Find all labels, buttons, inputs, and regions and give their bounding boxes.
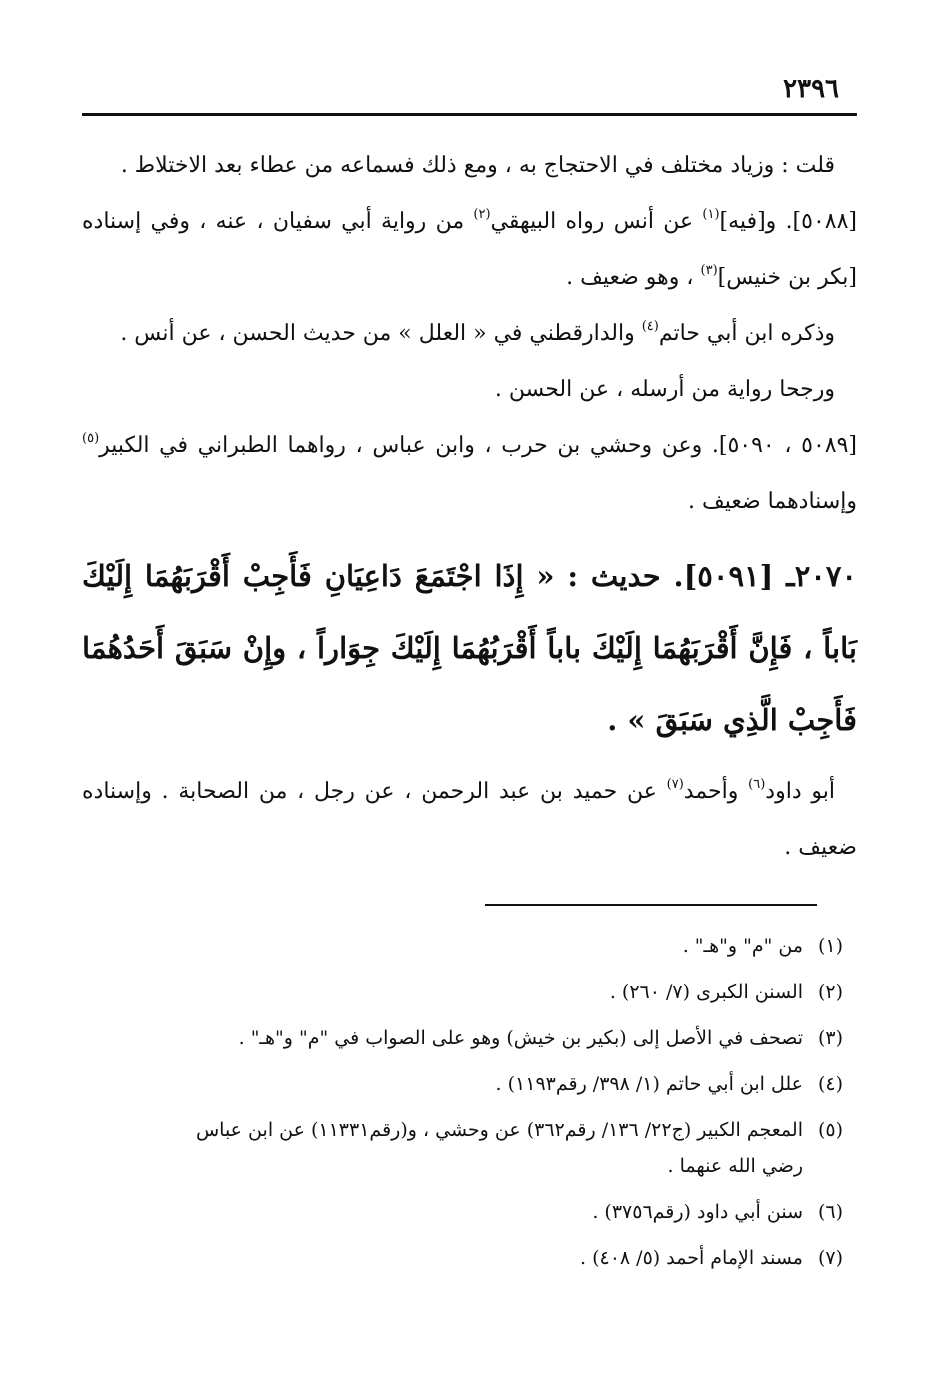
paragraph-ibn-abi-hatim [82,306,857,362]
paragraph-text: أبو داود [765,779,835,804]
footnote-ref-4[interactable]: (٤) [641,319,659,334]
footnote-number: (١) [817,935,843,957]
footnote-text: المعجم الكبير (ج٢٢/ ١٣٦/ رقم٣٦٢) عن وحشي ، و(رقم١١٣٣١) عن ابن عباس [195,1119,803,1141]
footnote-text-continuation: رضي الله عنهما . [667,1155,803,1177]
footnote-number: (٧) [817,1247,843,1269]
paragraph-text: وأحمد [683,779,749,804]
hadith-text: ٢٠٧٠ـ [٥٠٩١]. حديث : « إِذَا اجْتَمَعَ دَاعِيَانِ فَأَجِبْ أَقْرَبَهُمَا إِلَيْكَ بَاباً ، فَإِنَّ أَقْرَبَهُمَا إِلَيْكَ باباً أَقْرَبُهُمَا إِلَيْكَ جِوَاراً ، وإِنْ سَبَقَ أَحَدُهُمَا فَأَجِبْ الَّذِي سَبَقَ » . [82,559,857,737]
paragraph-5088 [82,194,857,306]
footnote-6 [82,1194,843,1230]
footnote-text: علل ابن أبي حاتم (١/ ٣٩٨/ رقم١١٩٣) . [495,1073,803,1095]
paragraph-text: قلت : وزياد مختلف في الاحتجاج به ، ومع ذلك فسماعه من عطاء بعد الاختلاط . [120,153,835,178]
paragraph-text: ، وهو ضعيف . [566,265,701,290]
footnote-ref-5[interactable]: (٥) [82,431,100,446]
footnote-number: (٥) [817,1119,843,1141]
footnote-ref-3[interactable]: (٣) [700,263,718,278]
footnote-text-block [82,1112,803,1184]
paragraph-text: ورجحا رواية من أرسله ، عن الحسن . [494,377,835,402]
page-body [82,138,857,876]
footnote-number: (٦) [817,1201,843,1223]
paragraph-text: [٥٠٨٨]. و[فيه] [719,209,858,234]
paragraph-text: عن أنس رواه البيهقي [490,209,703,234]
paragraph-ziyad-note [82,138,857,194]
header-rule [82,113,857,116]
hadith-2070 [82,540,857,756]
paragraph-text: وذكره ابن أبي حاتم [658,321,835,346]
footnote-7 [82,1240,843,1276]
footnote-text: من "م" و"هـ" . [682,935,803,957]
paragraph-5089-5090 [82,418,857,530]
paragraph-text: عن حميد بن عبد الرحمن ، عن رجل ، من الصحابة . وإسناده ضعيف . [82,779,857,860]
footnote-4 [82,1066,843,1102]
footnote-separator [485,904,817,906]
book-page [82,74,857,1304]
footnote-number: (٢) [817,981,843,1003]
footnote-2 [82,974,843,1010]
footnote-text: مسند الإمام أحمد (٥/ ٤٠٨) . [580,1247,803,1269]
footnote-ref-6[interactable]: (٦) [748,777,766,792]
paragraph-text: [٥٠٨٩ ، ٥٠٩٠]. وعن وحشي بن حرب ، وابن عباس ، رواهما الطبراني في الكبير [99,433,857,458]
footnote-ref-1[interactable]: (١) [702,207,720,222]
paragraph-text: والدارقطني في « العلل » من حديث الحسن ، عن أنس . [120,321,642,346]
footnote-ref-2[interactable]: (٢) [473,207,491,222]
paragraph-text: من رواية أبي سفيان ، عنه ، وفي إسناده [بكر بن خنيس] [82,209,857,290]
footnotes [82,928,843,1286]
paragraph-rajjaha [82,362,857,418]
footnote-text: تصحف في الأصل إلى (بكير بن خيش) وهو على الصواب في "م" و"هـ" . [238,1027,803,1049]
footnote-5 [82,1112,843,1184]
footnote-number: (٣) [817,1027,843,1049]
page-number: ٢٣٩٦ [783,74,839,104]
footnote-text: سنن أبي داود (رقم٣٧٥٦) . [592,1201,803,1223]
footnote-1 [82,928,843,964]
footnote-ref-7[interactable]: (٧) [666,777,684,792]
footnote-number: (٤) [817,1073,843,1095]
footnote-text: السنن الكبرى (٧/ ٢٦٠) . [609,981,803,1003]
footnote-3 [82,1020,843,1056]
paragraph-abu-dawud [82,764,857,876]
paragraph-text: وإسنادهما ضعيف . [687,489,857,514]
